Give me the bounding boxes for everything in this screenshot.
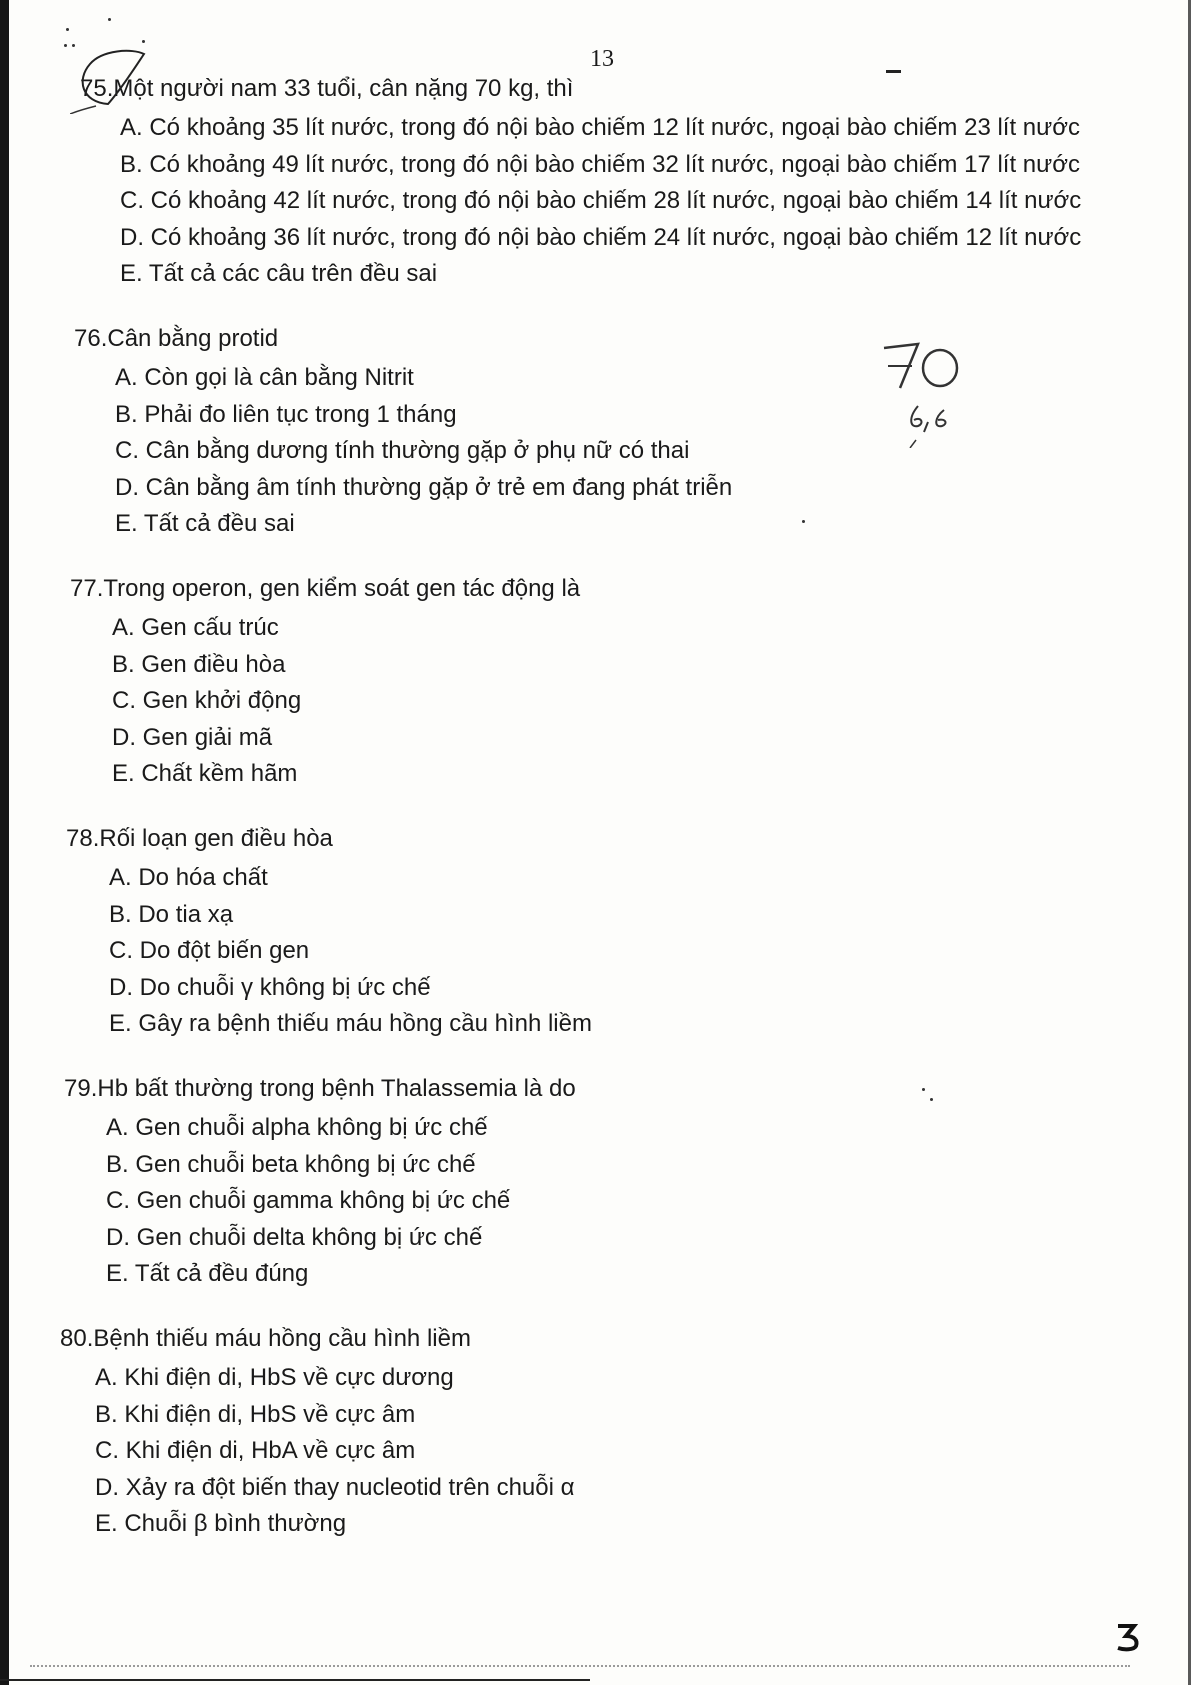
scan-speck (64, 44, 67, 47)
scan-edge-left (0, 0, 9, 1685)
option-list (109, 860, 592, 1043)
page-number: 13 (590, 46, 614, 72)
handwritten-score (878, 338, 968, 398)
question-title: 80.Bệnh thiếu máu hồng cầu hình liềm (60, 1325, 471, 1352)
option-b: B. Gen điều hòa (112, 650, 286, 678)
scan-speck (922, 1088, 925, 1091)
scan-noise-line (30, 1665, 1130, 1669)
option-a: A. Gen chuỗi alpha không bị ức chế (106, 1114, 488, 1141)
option-a: A. Có khoảng 35 lít nước, trong đó nội bào chiếm 12 lít nước, ngoại bào chiếm 23 lít nước (120, 114, 1080, 141)
option-c: C. Cân bằng dương tính thường gặp ở phụ nữ có thai (115, 437, 690, 465)
option-d: D. Do chuỗi γ không bị ức chế (109, 973, 431, 1001)
option-c: C. Khi điện di, HbA về cực âm (95, 1437, 416, 1465)
scan-speck (930, 1098, 933, 1101)
option-d: D. Gen chuỗi delta không bị ức chế (106, 1223, 483, 1251)
scan-speck (142, 40, 145, 43)
handwritten-sub-score (906, 402, 956, 448)
option-e: E. Gây ra bệnh thiếu máu hồng cầu hình liềm (109, 1010, 592, 1038)
option-b: B. Phải đo liên tục trong 1 tháng (115, 400, 457, 428)
option-list (95, 1360, 574, 1543)
option-b: B. Do tia xạ (109, 900, 234, 928)
option-d: D. Cân bằng âm tính thường gặp ở trẻ em đang phát triễn (115, 473, 733, 501)
question-title: 77.Trong operon, gen kiểm soát gen tác động là (70, 575, 581, 602)
option-c: C. Gen chuỗi gamma không bị ức chế (106, 1187, 511, 1215)
question-79 (64, 1072, 576, 1293)
option-c: C. Do đột biến gen (109, 937, 310, 965)
option-d: D. Có khoảng 36 lít nước, trong đó nội bào chiếm 24 lít nước, ngoại bào chiếm 12 lít nước (120, 223, 1082, 251)
option-d: D. Xảy ra đột biến thay nucleotid trên chuỗi α (95, 1473, 575, 1501)
question-title: 76.Cân bằng protid (74, 325, 279, 352)
option-list (112, 610, 580, 793)
scan-edge-bottom (0, 1679, 590, 1681)
option-c: C. Gen khởi động (112, 687, 302, 715)
option-list (115, 360, 732, 543)
scan-speck (72, 44, 75, 47)
option-list (106, 1110, 576, 1293)
scan-speck (108, 18, 111, 21)
scan-speck (802, 520, 805, 523)
option-b: B. Khi điện di, HbS về cực âm (95, 1400, 416, 1428)
scan-speck (66, 28, 69, 31)
question-76 (74, 322, 732, 543)
option-e: E. Tất cả đều đúng (106, 1260, 309, 1288)
option-e: E. Tất cả đều sai (115, 510, 295, 538)
corner-stamp-icon (1112, 1622, 1142, 1652)
option-a: A. Còn gọi là cân bằng Nitrit (115, 364, 414, 391)
question-77 (70, 572, 580, 793)
option-a: A. Gen cấu trúc (112, 614, 279, 641)
option-e: E. Chất kềm hãm (112, 760, 298, 788)
option-e: E. Tất cả các câu trên đều sai (120, 260, 438, 288)
option-b: B. Gen chuỗi beta không bị ức chế (106, 1150, 476, 1178)
question-75 (80, 72, 1081, 293)
option-b: B. Có khoảng 49 lít nước, trong đó nội bào chiếm 32 lít nước, ngoại bào chiếm 17 lít nước (120, 150, 1080, 178)
option-a: A. Khi điện di, HbS về cực dương (95, 1364, 454, 1391)
question-title: 75.Một người nam 33 tuổi, cân nặng 70 kg, thì (80, 75, 574, 102)
question-title: 78.Rối loạn gen điều hòa (66, 825, 333, 852)
option-d: D. Gen giải mã (112, 723, 273, 751)
question-78 (66, 822, 592, 1043)
question-title: 79.Hb bất thường trong bệnh Thalassemia là do (64, 1075, 576, 1102)
option-list (120, 110, 1081, 293)
option-e: E. Chuỗi β bình thường (95, 1510, 347, 1538)
question-80 (60, 1322, 574, 1543)
option-c: C. Có khoảng 42 lít nước, trong đó nội bào chiếm 28 lít nước, ngoại bào chiếm 14 lít nước (120, 187, 1082, 215)
option-a: A. Do hóa chất (109, 864, 268, 891)
